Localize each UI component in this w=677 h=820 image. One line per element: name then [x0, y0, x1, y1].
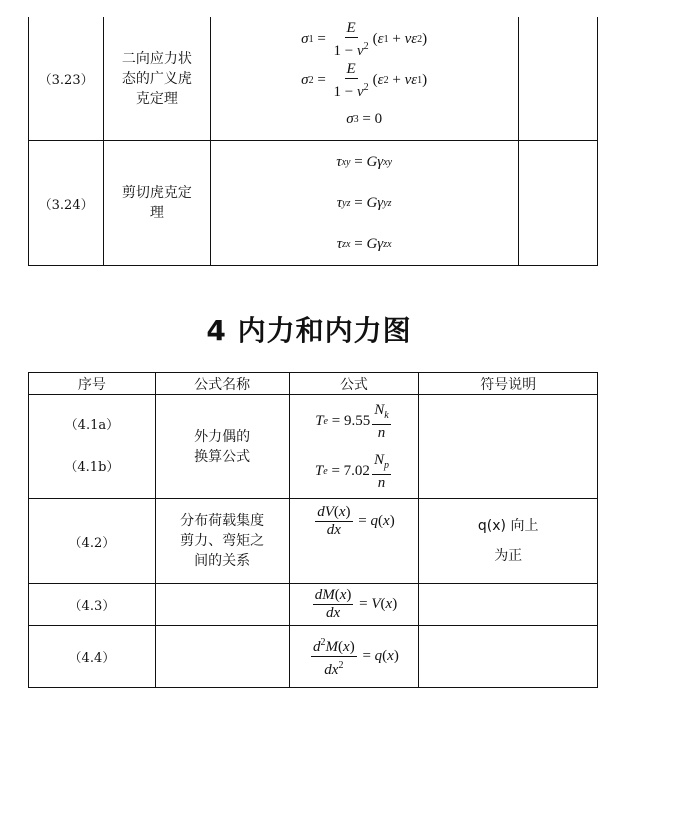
- formula-4-3: $\frac{dM(x)}{dx}$ = V ( x ): [314, 587, 398, 621]
- name-line: 二向应力状: [121, 50, 192, 67]
- formula-number-text: （4.1b）: [64, 459, 120, 475]
- formula-number-text: （3.23）: [38, 73, 94, 88]
- table-row: [29, 626, 598, 688]
- header-symbol-note: 符号说明: [419, 373, 598, 395]
- formula-number-text: （4.4）: [68, 651, 116, 666]
- formula-tau-zx: τ zx = Gγ zx: [336, 235, 392, 252]
- header-formula: 公式: [289, 373, 419, 395]
- name-line: 换算公式: [194, 448, 251, 465]
- table-row: [29, 499, 598, 584]
- formula-number-text: （3.24）: [38, 197, 94, 213]
- hooke-law-table: [28, 17, 598, 266]
- name-line: 分布荷载集度: [180, 513, 265, 529]
- formula-number: [29, 584, 156, 626]
- formula-cell: [210, 141, 518, 266]
- section-title: 4 内力和内力图: [206, 314, 412, 347]
- symbol-note: [419, 499, 598, 584]
- header-formula-name: 公式名称: [155, 373, 289, 395]
- name-line: 克定理: [135, 90, 178, 107]
- formula-name: [104, 17, 210, 141]
- table-row: [29, 395, 598, 499]
- formula-number-text: （4.3）: [68, 599, 116, 614]
- formula-name: [155, 584, 289, 626]
- name-line: 间的关系: [194, 553, 251, 569]
- symbol-note: [419, 626, 598, 688]
- symbol-note: [518, 141, 597, 266]
- formula-number: [29, 499, 156, 584]
- formula-4-2: $\frac{dV(x)}{dx}$ = q ( x ): [317, 503, 395, 538]
- symbol-note: [419, 584, 598, 626]
- note-line: q(x) 向上: [477, 518, 539, 534]
- formula-cell: [289, 626, 419, 688]
- formula-name: [155, 626, 289, 688]
- table-header-row: [29, 373, 598, 395]
- header-number: 序号: [29, 373, 156, 395]
- formula-name: [104, 141, 210, 266]
- formula-number: [29, 626, 156, 688]
- name-line: 态的广义虎: [121, 70, 192, 87]
- formula-number-text: （4.2）: [68, 535, 116, 551]
- formula-sigma1: σ 1 = $\frac{E}{1 - \nu^2}$ ( ε 1 + νε 2 ): [301, 19, 428, 59]
- table-row: [29, 141, 598, 266]
- formula-name: [155, 395, 289, 499]
- name-line: 剪切虎克定: [121, 185, 192, 201]
- table-row: [29, 17, 598, 141]
- symbol-note: [419, 395, 598, 499]
- formula-number: [29, 395, 156, 499]
- note-line: 为正: [494, 548, 523, 564]
- formula-sigma3: σ 3 = 0: [346, 111, 383, 127]
- table-row: [29, 584, 598, 626]
- formula-4-1a: T e = 9.55 $\frac{N_k}{n}$: [315, 401, 389, 441]
- formula-4-4: $\frac{d^2M(x)}{dx^2}$ = q ( x ): [290, 634, 419, 679]
- formula-number: [29, 17, 104, 141]
- formula-cell: [289, 395, 419, 499]
- name-line: 外力偶的: [194, 428, 251, 445]
- formula-sigma2: σ 2 = $\frac{E}{1 - \nu^2}$ ( ε 2 + νε 1 ): [301, 60, 428, 100]
- name-line: 剪力、弯矩之: [180, 533, 265, 549]
- formula-number: [29, 141, 104, 266]
- name-line: 理: [149, 205, 164, 221]
- formula-number-text: （4.1a）: [64, 417, 120, 433]
- formula-tau-yz: τ yz = Gγ yz: [336, 194, 392, 211]
- internal-force-table: [28, 372, 598, 688]
- formula-cell: [210, 17, 518, 141]
- formula-4-1b: T e = 7.02 $\frac{N_p}{n}$: [314, 451, 389, 491]
- formula-tau-xy: τ xy = Gγ xy: [336, 153, 393, 170]
- formula-cell: [289, 499, 419, 584]
- formula-cell: [289, 584, 419, 626]
- symbol-note: [518, 17, 597, 141]
- formula-name: [155, 499, 289, 584]
